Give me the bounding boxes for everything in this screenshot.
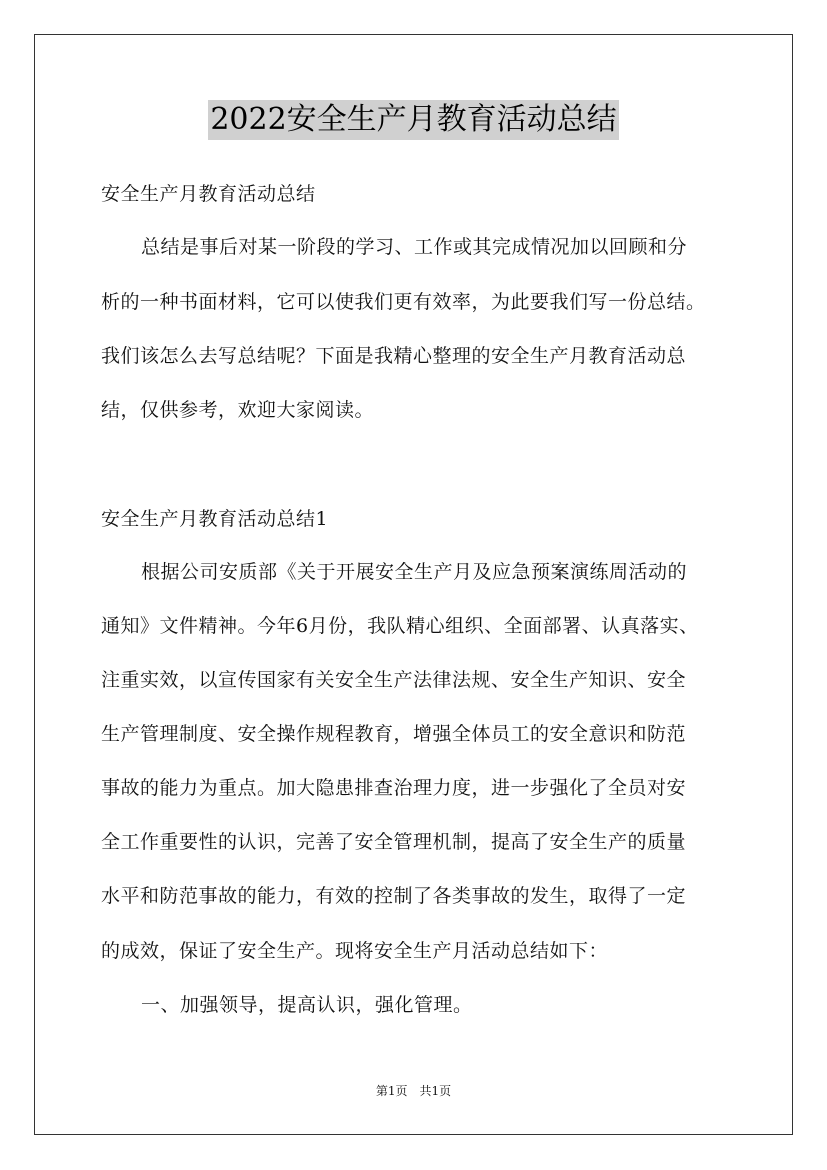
page-number-footer: 第1页 共1页 (375, 1084, 452, 1098)
paragraph-line: 事故的能力为重点。加大隐患排查治理力度，进一步强化了全员对安 (101, 777, 687, 799)
section-heading: 安全生产月教育活动总结1 (101, 508, 329, 530)
paragraph-line: 注重实效，以宣传国家有关安全生产法律法规、安全生产知识、安全 (101, 669, 687, 691)
paragraph-line: 生产管理制度、安全操作规程教育，增强全体员工的安全意识和防范 (101, 723, 687, 745)
document-title: 2022安全生产月教育活动总结 (208, 100, 618, 140)
title-container (0, 100, 827, 140)
paragraph-line: 我们该怎么去写总结呢？下面是我精心整理的安全生产月教育活动总 (101, 345, 687, 367)
paragraph-line: 通知》文件精神。今年6月份，我队精心组织、全面部署、认真落实、 (101, 615, 699, 637)
paragraph-line: 水平和防范事故的能力，有效的控制了各类事故的发生，取得了一定 (101, 885, 687, 907)
paragraph-line: 全工作重要性的认识，完善了安全管理机制，提高了安全生产的质量 (101, 831, 687, 853)
paragraph-line: 的成效，保证了安全生产。现将安全生产月活动总结如下： (101, 940, 609, 962)
paragraph-line: 析的一种书面材料，它可以使我们更有效率，为此要我们写一份总结。 (101, 291, 706, 313)
subsection-heading: 一、加强领导，提高认识，强化管理。 (141, 994, 473, 1016)
paragraph-line: 根据公司安质部《关于开展安全生产月及应急预案演练周活动的 (141, 561, 688, 583)
paragraph-line: 总结是事后对某一阶段的学习、工作或其完成情况加以回顾和分 (141, 236, 688, 258)
paragraph-line: 结，仅供参考，欢迎大家阅读。 (101, 399, 375, 421)
intro-heading: 安全生产月教育活动总结 (101, 183, 316, 205)
